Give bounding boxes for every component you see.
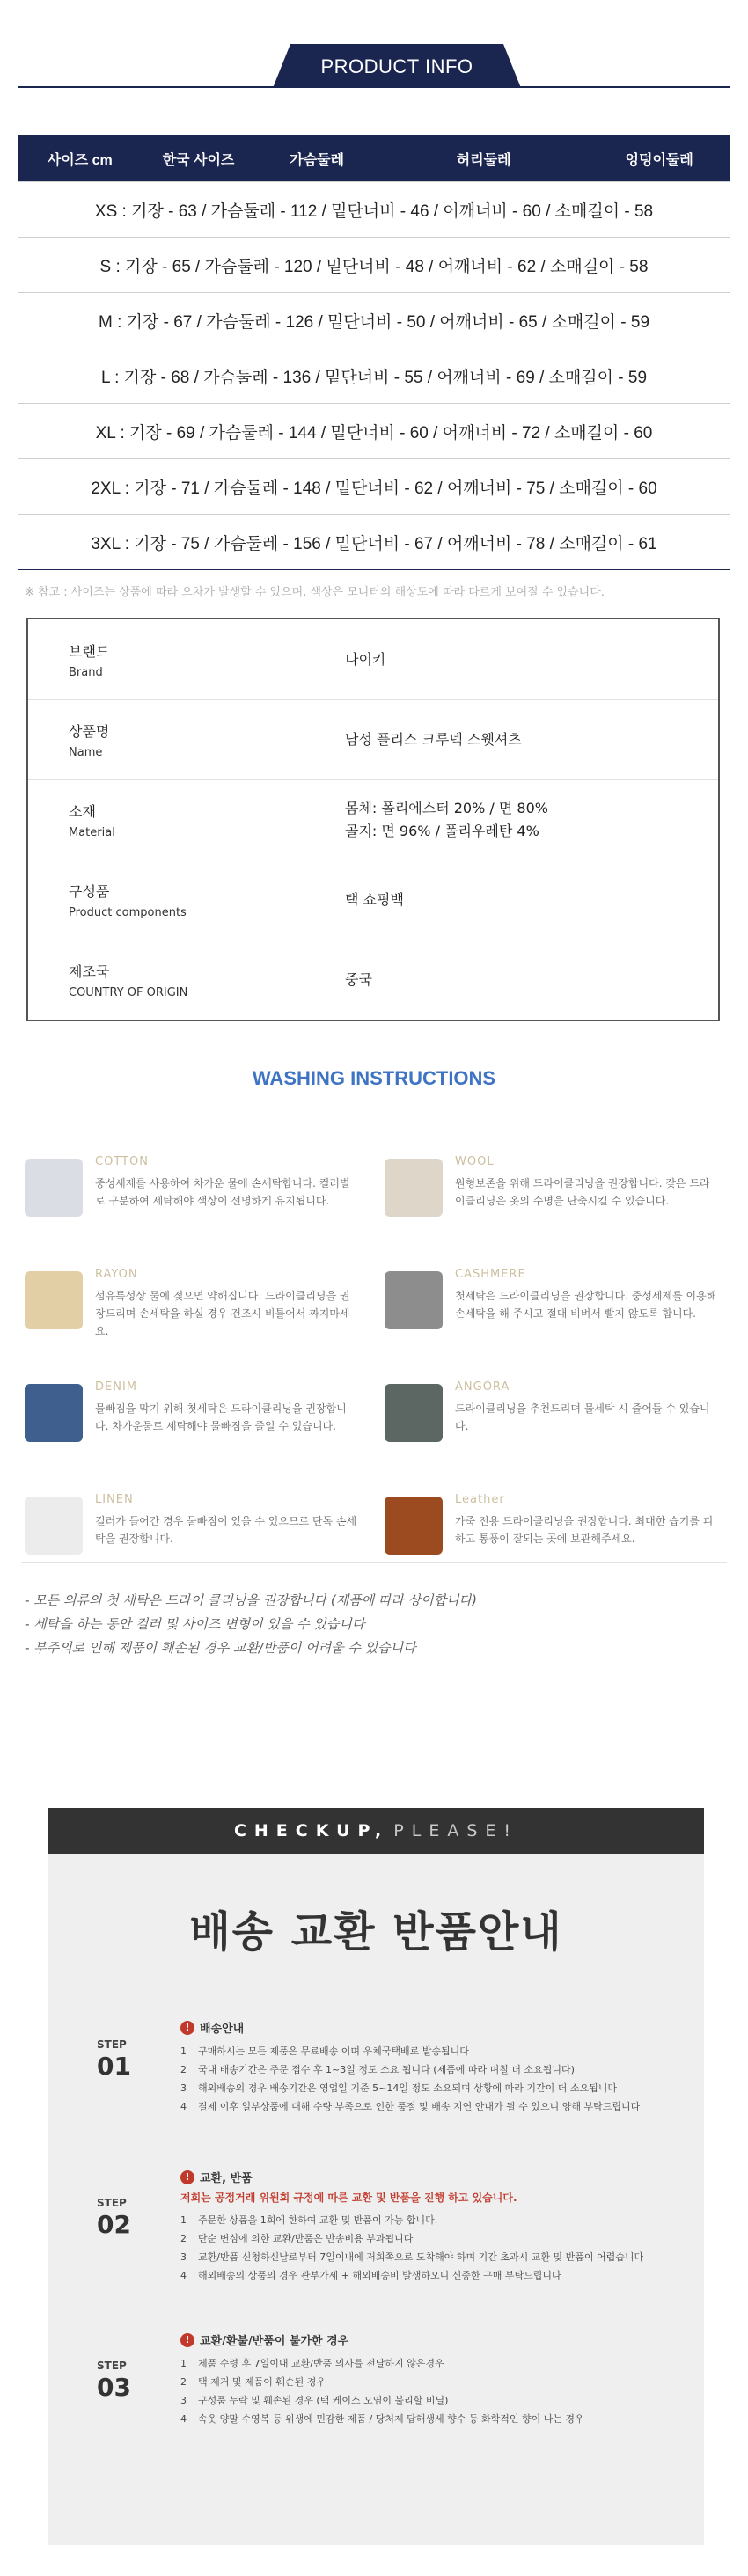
material-row-origin [28,940,718,1020]
wash-item-cotton [25,1155,368,1243]
material-value: 골지: 면 96% / 폴리우레탄 4% [345,823,539,839]
step-heading [180,2331,348,2348]
step-item: 3 교환/반품 신청하신날로부터 7일이내에 저희쪽으로 도착해야 하며 기간 초과시 교환 및 반품이 어렵습니다 [180,2251,644,2263]
checkup-section [48,1808,704,2545]
material-label-en: Name [69,746,103,759]
material-row-name [28,699,718,779]
material-table [26,618,720,1021]
size-note: ※ 참고 : 사이즈는 상품에 따라 오차가 발생할 수 있으며, 색상은 모니터의 해상도에 따라 다르게 보여질 수 있습니다. [25,586,605,599]
exclamation-icon: ! [180,2333,194,2347]
wash-name: ANGORA [455,1380,510,1394]
wash-item-angora [385,1380,728,1468]
product-info-header [18,44,730,88]
checkup-bar-light: PLEASE! [393,1821,519,1841]
wash-name: CASHMERE [455,1268,526,1281]
material-label-ko: 브랜드 [69,642,110,660]
material-row-components [28,860,718,940]
washing-divider [21,1562,727,1563]
step-item: 4 속옷 양말 수영복 등 위생에 민감한 제품 / 당처제 답해생세 향수 등 화학적인 향이 나는 경우 [180,2413,584,2425]
wool-swatch [385,1159,443,1217]
step-label: STEP [97,2038,127,2051]
material-label-en: Product components [69,906,187,919]
size-row: 3XL : 기장 - 75 / 가슴둘레 - 156 / 밑단너비 - 67 / 어깨너비 - 78 / 소매길이 - 61 [18,514,730,569]
checkup-bar-bold: CHECKUP, [233,1821,390,1841]
material-value: 택 쇼핑백 [345,891,404,908]
material-row-brand [28,619,718,699]
rayon-swatch [25,1271,83,1329]
step-label: STEP [97,2360,127,2372]
material-value: 몸체: 폴리에스터 20% / 면 80% [345,800,548,816]
cashmere-swatch [385,1271,443,1329]
wash-item-rayon [25,1268,368,1356]
step-01 [48,2019,704,2169]
washing-note: - 세탁을 하는 동안 컬러 및 사이즈 변형이 있을 수 있습니다 [25,1616,365,1632]
step-label: STEP [97,2197,127,2209]
wash-item-leather [385,1493,728,1581]
wash-desc: 원형보존을 위해 드라이클리닝을 권장합니다. 잦은 드라이클리닝은 옷의 수명을 단축시킬 수 있습니다. [455,1177,710,1207]
exclamation-icon: ! [180,2021,194,2035]
material-label-en: Material [69,826,115,839]
step-item: 3 구성품 누락 및 훼손된 경우 (택 케이스 오염이 불리할 비닐) [180,2395,449,2406]
size-row: XL : 기장 - 69 / 가슴둘레 - 144 / 밑단너비 - 60 / 어깨너비 - 72 / 소매길이 - 60 [18,403,730,458]
step-item: 2 택 제거 및 제품이 훼손된 경우 [180,2376,326,2388]
step-item: 2 국내 배송기간은 주문 접수 후 1~3일 정도 소요 됩니다 (제품에 따라 며칠 더 소요됩니다) [180,2064,575,2075]
washing-note: - 모든 의류의 첫 세탁은 드라이 클리닝을 권장합니다 (제품에 따라 상이합니다) [25,1592,477,1608]
wash-item-cashmere [385,1268,728,1356]
material-value: 중국 [345,971,372,988]
checkup-title: 배송 교환 반품안내 [189,1907,563,1957]
size-row: M : 기장 - 67 / 가슴둘레 - 126 / 밑단너비 - 50 / 어깨너비 - 65 / 소매길이 - 59 [18,292,730,348]
wash-desc: 중성세제를 사용하여 차가운 물에 손세탁합니다. 컬러별로 구분하여 세탁해야 색상이 선명하게 유지됩니다. [95,1177,350,1207]
step-list [180,2042,640,2116]
size-row: S : 기장 - 65 / 가슴둘레 - 120 / 밑단너비 - 48 / 어깨너비 - 62 / 소매길이 - 58 [18,237,730,292]
step-heading-text: 교환/환불/반품이 불가한 경우 [200,2335,349,2348]
checkup-bar [48,1808,704,1854]
wash-item-linen [25,1493,368,1581]
washing-title: WASHING INSTRUCTIONS [252,1067,496,1089]
wash-name: COTTON [95,1155,149,1168]
wash-name: WOOL [455,1155,495,1168]
step-item: 4 결제 이후 일부상품에 대해 수량 부족으로 인한 품절 및 배송 지연 안내가 될 수 있으니 양해 부탁드립니다 [180,2101,641,2112]
size-row: 2XL : 기장 - 71 / 가슴둘레 - 148 / 밑단너비 - 62 / 어깨너비 - 75 / 소매길이 - 60 [18,458,730,514]
step-item: 4 해외배송의 상품의 경우 관부가세 + 해외배송비 발생하오니 신중한 구매 부탁드립니다 [180,2270,561,2281]
wash-name: LINEN [95,1493,134,1506]
wash-desc: 컬러가 들어간 경우 물빠짐이 있을 수 있으므로 단독 손세탁을 권장합니다. [95,1515,357,1545]
size-header-col: 한국 사이즈 [162,152,235,168]
step-heading [180,2019,244,2036]
step-item: 3 해외배송의 경우 배송기간은 영업일 기준 5~14일 정도 소요되며 상황에 따라 기간이 더 소요됩니다 [180,2082,617,2094]
step-list [180,2354,584,2428]
wash-item-wool [385,1155,728,1243]
cotton-swatch [25,1159,83,1217]
product-info-title: PRODUCT INFO [320,55,473,77]
wash-name: DENIM [95,1380,137,1394]
step-03 [48,2331,704,2481]
size-table [18,135,730,570]
step-02 [48,2169,704,2336]
step-item: 2 단순 변심에 의한 교환/반품은 반송비용 부과됩니다 [180,2233,414,2244]
wash-desc: 가죽 전용 드라이클리닝을 권장합니다. 최대한 습기를 피하고 통풍이 잘되는 곳에 보관해주세요. [455,1515,714,1545]
leather-swatch [385,1497,443,1555]
step-item: 1 제품 수령 후 7일이내 교환/반품 의사를 전달하지 않은경우 [180,2358,444,2369]
step-heading-text: 배송안내 [200,2023,245,2036]
wash-item-denim [25,1380,368,1468]
step-heading-text: 교환, 반품 [200,2172,253,2185]
angora-swatch [385,1384,443,1442]
wash-name: RAYON [95,1268,138,1281]
wash-desc: 섬유특성상 물에 젖으면 약해집니다. 드라이클리닝을 권장드리며 손세탁을 하실 경우 건조시 비틀어서 짜지마세요. [95,1290,350,1337]
step-number: 02 [97,2210,131,2239]
size-header-col: 엉덩이둘레 [625,152,693,168]
step-heading [180,2169,253,2185]
material-label-ko: 소재 [69,803,96,820]
step-warning: 저희는 공정거래 위원회 규정에 따른 교환 및 반품을 진행 하고 있습니다. [180,2192,517,2204]
size-row: L : 기장 - 68 / 가슴둘레 - 136 / 밑단너비 - 55 / 어깨너비 - 69 / 소매길이 - 59 [18,348,730,403]
size-header-col: 허리둘레 [456,152,511,168]
wash-name: Leather [455,1493,505,1506]
material-value: 남성 플리스 크루넥 스웻셔츠 [345,731,522,748]
wash-desc: 드라이클리닝을 추천드리며 물세탁 시 줄어들 수 있습니다. [455,1402,710,1432]
washing-notes [25,1589,477,1660]
material-label-ko: 상품명 [69,723,110,740]
size-table-header [18,135,730,181]
step-number: 01 [97,2052,131,2081]
step-list [180,2211,643,2285]
material-label-ko: 제조국 [69,963,110,980]
step-item: 1 구매하시는 모든 제품은 무료배송 이며 우체국택배로 발송됩니다 [180,2045,469,2057]
wash-desc: 첫세탁은 드라이클리닝을 권장합니다. 중성세제를 이용해 손세탁을 해 주시고 절대 비벼서 빨지 않도록 합니다. [455,1290,717,1320]
size-row: XS : 기장 - 63 / 가슴둘레 - 112 / 밑단너비 - 46 / 어깨너비 - 60 / 소매길이 - 58 [18,181,730,237]
exclamation-icon: ! [180,2170,194,2184]
denim-swatch [25,1384,83,1442]
size-header-col: 가슴둘레 [290,152,345,168]
wash-desc: 물빠짐을 막기 위해 첫세탁은 드라이클리닝을 권장합니다. 차가운물로 세탁해야 물빠짐을 줄일 수 있습니다. [95,1402,347,1432]
material-label-ko: 구성품 [69,883,110,900]
washing-note: - 부주의로 인해 제품이 훼손된 경우 교환/반품이 어려울 수 있습니다 [25,1640,416,1656]
material-label-en: Brand [69,665,103,679]
linen-swatch [25,1497,83,1555]
step-item: 1 주문한 상품을 1회에 한하여 교환 및 반품이 가능 합니다. [180,2214,438,2226]
material-row-material [28,779,718,860]
material-label-en: COUNTRY OF ORIGIN [69,986,188,999]
step-number: 03 [97,2373,131,2402]
material-value: 나이키 [345,650,386,668]
size-header-col: 사이즈 cm [47,152,113,168]
